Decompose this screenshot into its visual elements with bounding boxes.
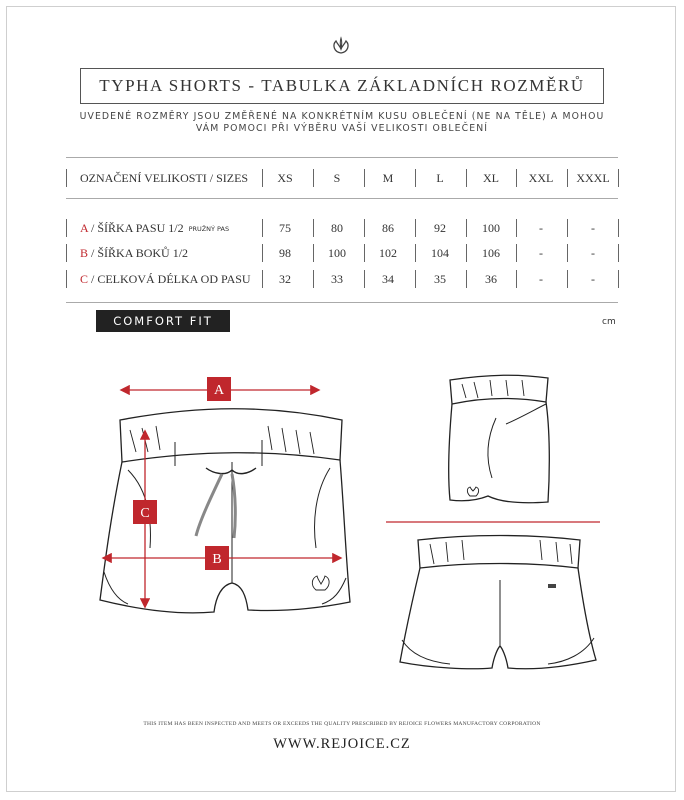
- subtitle-line-1: UVEDENÉ ROZMĚRY JSOU ZMĚŘENÉ NA KONKRÉTNÍM KUSU OBLEČENÍ (NE NA TĚLE) A MOHOU: [79, 111, 605, 122]
- size-header-s: S: [333, 171, 341, 185]
- size-header-m: M: [382, 171, 394, 185]
- page-title: TYPHA SHORTS - TABULKA ZÁKLADNÍCH ROZMĚRŮ: [80, 68, 604, 104]
- subtitle-line-2: VÁM POMOCI PŘI VÝBĚRU VAŠÍ VELIKOSTI OBLEČENÍ: [195, 123, 489, 134]
- cell-value: 100: [328, 246, 346, 260]
- size-header-label: OZNAČENÍ VELIKOSTI / SIZES: [80, 171, 249, 185]
- label-a: A: [213, 383, 225, 398]
- cell-value: 33: [331, 272, 343, 286]
- cell-value: 36: [485, 272, 497, 286]
- size-header-xxxl: XXXL: [576, 171, 610, 185]
- cell-value: 106: [482, 246, 500, 260]
- cell-value: -: [539, 221, 543, 235]
- cell-value: 32: [279, 272, 291, 286]
- shorts-side-view: [449, 375, 550, 503]
- cell-value: 86: [382, 221, 394, 235]
- size-header-l: L: [436, 171, 444, 185]
- label-b: B: [212, 552, 222, 567]
- cell-value: -: [591, 221, 595, 235]
- shorts-back-view: [400, 536, 596, 669]
- size-header-xxl: XXL: [528, 171, 554, 185]
- cell-value: 75: [279, 221, 291, 235]
- cell-value: 98: [279, 246, 291, 260]
- cell-value: -: [591, 246, 595, 260]
- row-letter: A: [80, 221, 89, 235]
- website-link[interactable]: WWW.REJOICE.CZ: [273, 736, 411, 752]
- cell-value: 92: [434, 221, 446, 235]
- cell-value: 100: [482, 221, 500, 235]
- cell-value: -: [539, 272, 543, 286]
- unit-label: cm: [602, 317, 616, 327]
- cell-value: 34: [382, 272, 394, 286]
- cell-value: -: [539, 246, 543, 260]
- row-label-text: / CELKOVÁ DÉLKA OD PASU: [88, 272, 251, 286]
- row-letter: C: [80, 272, 89, 286]
- comfort-fit-badge: COMFORT FIT: [96, 310, 230, 332]
- cell-value: -: [591, 272, 595, 286]
- quality-note: THIS ITEM HAS BEEN INSPECTED AND MEETS OR EXCEEDS THE QUALITY PRESCRIBED BY REJOICE FLOWERS MANUFACTORY CORPORATION: [143, 721, 541, 727]
- cell-value: 35: [434, 272, 446, 286]
- size-header-xl: XL: [483, 171, 499, 185]
- row-label-text: / ŠÍŘKA PASU 1/2: [88, 221, 184, 235]
- row-letter: B: [80, 246, 89, 260]
- cell-value: 80: [331, 221, 343, 235]
- cell-value: 102: [379, 246, 397, 260]
- size-header-xs: XS: [277, 171, 293, 185]
- cell-value: 104: [431, 246, 449, 260]
- row-label-text: / ŠÍŘKA BOKŮ 1/2: [88, 246, 189, 260]
- row-note: PRUŽNÝ PAS: [188, 225, 230, 233]
- label-c: C: [140, 506, 150, 521]
